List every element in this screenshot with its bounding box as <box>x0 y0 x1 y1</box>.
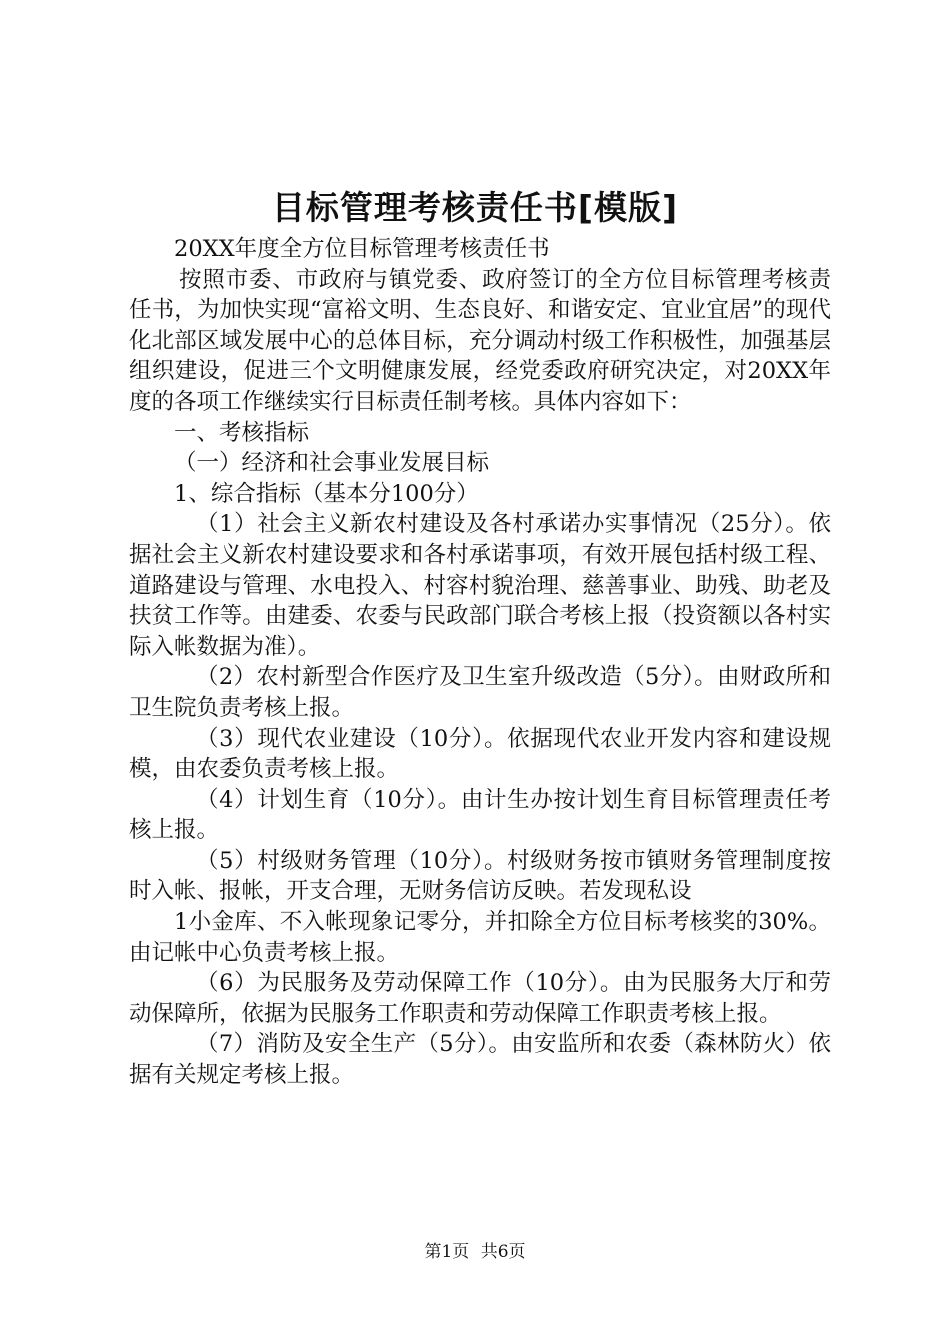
paragraph: （3）现代农业建设（10分）。依据现代农业开发内容和建设规模，由农委负责考核上报。 <box>129 725 831 783</box>
paragraph: （一）经济和社会事业发展目标 <box>174 450 490 477</box>
paragraph: （7）消防及安全生产（5分）。由安监所和农委（森林防火）依据有关规定考核上报。 <box>129 1031 831 1089</box>
page-total: 共6页 <box>480 1242 526 1262</box>
document-title: 目标管理考核责任书[模版] <box>271 188 679 227</box>
paragraph: （2）农村新型合作医疗及卫生室升级改造（5分）。由财政所和卫生院负责考核上报。 <box>129 664 831 721</box>
paragraph: （6）为民服务及劳动保障工作（10分）。由为民服务大厅和劳动保障所，依据为民服务工作职责和劳动保障工作职责考核上报。 <box>129 970 831 1027</box>
page-number: 第1页 <box>424 1242 470 1262</box>
page-footer <box>0 1240 950 1264</box>
paragraph: 按照市委、市政府与镇党委、政府签订的全方位目标管理考核责任书，为加快实现“富裕文明、生态良好、和谐安定、宜业宜居”的现代化北部区域发展中心的总体目标，充分调动村级工作积极性，加强基层组织建设，促进三个文明健康发展，经党委政府研究决定，对20XX年度的各项工作继续实行目标责任制考核。具体内容如下： <box>129 266 831 415</box>
paragraph: 1小金库、不入帐现象记零分，并扣除全方位目标考核奖的30%。由记帐中心负责考核上报。 <box>129 909 831 966</box>
paragraph: （1）社会主义新农村建设及各村承诺办实事情况（25分）。依据社会主义新农村建设要求和各村承诺事项，有效开展包括村级工程、道路建设与管理、水电投入、村容村貌治理、慈善事业、助残、助老及扶贫工作等。由建委、农委与民政部门联合考核上报（投资额以各村实际入帐数据为准）。 <box>129 511 831 660</box>
document-body <box>129 234 831 1091</box>
paragraph: （4）计划生育（10分）。由计生办按计划生育目标管理责任考核上报。 <box>129 786 831 844</box>
paragraph: （5）村级财务管理（10分）。村级财务按市镇财务管理制度按时入帐、报帐，开支合理，无财务信访反映。若发现私设 <box>129 847 831 905</box>
paragraph: 1、综合指标（基本分100分） <box>174 480 479 507</box>
paragraph: 一、考核指标 <box>174 419 310 446</box>
paragraph: 20XX年度全方位目标管理考核责任书 <box>174 236 550 262</box>
